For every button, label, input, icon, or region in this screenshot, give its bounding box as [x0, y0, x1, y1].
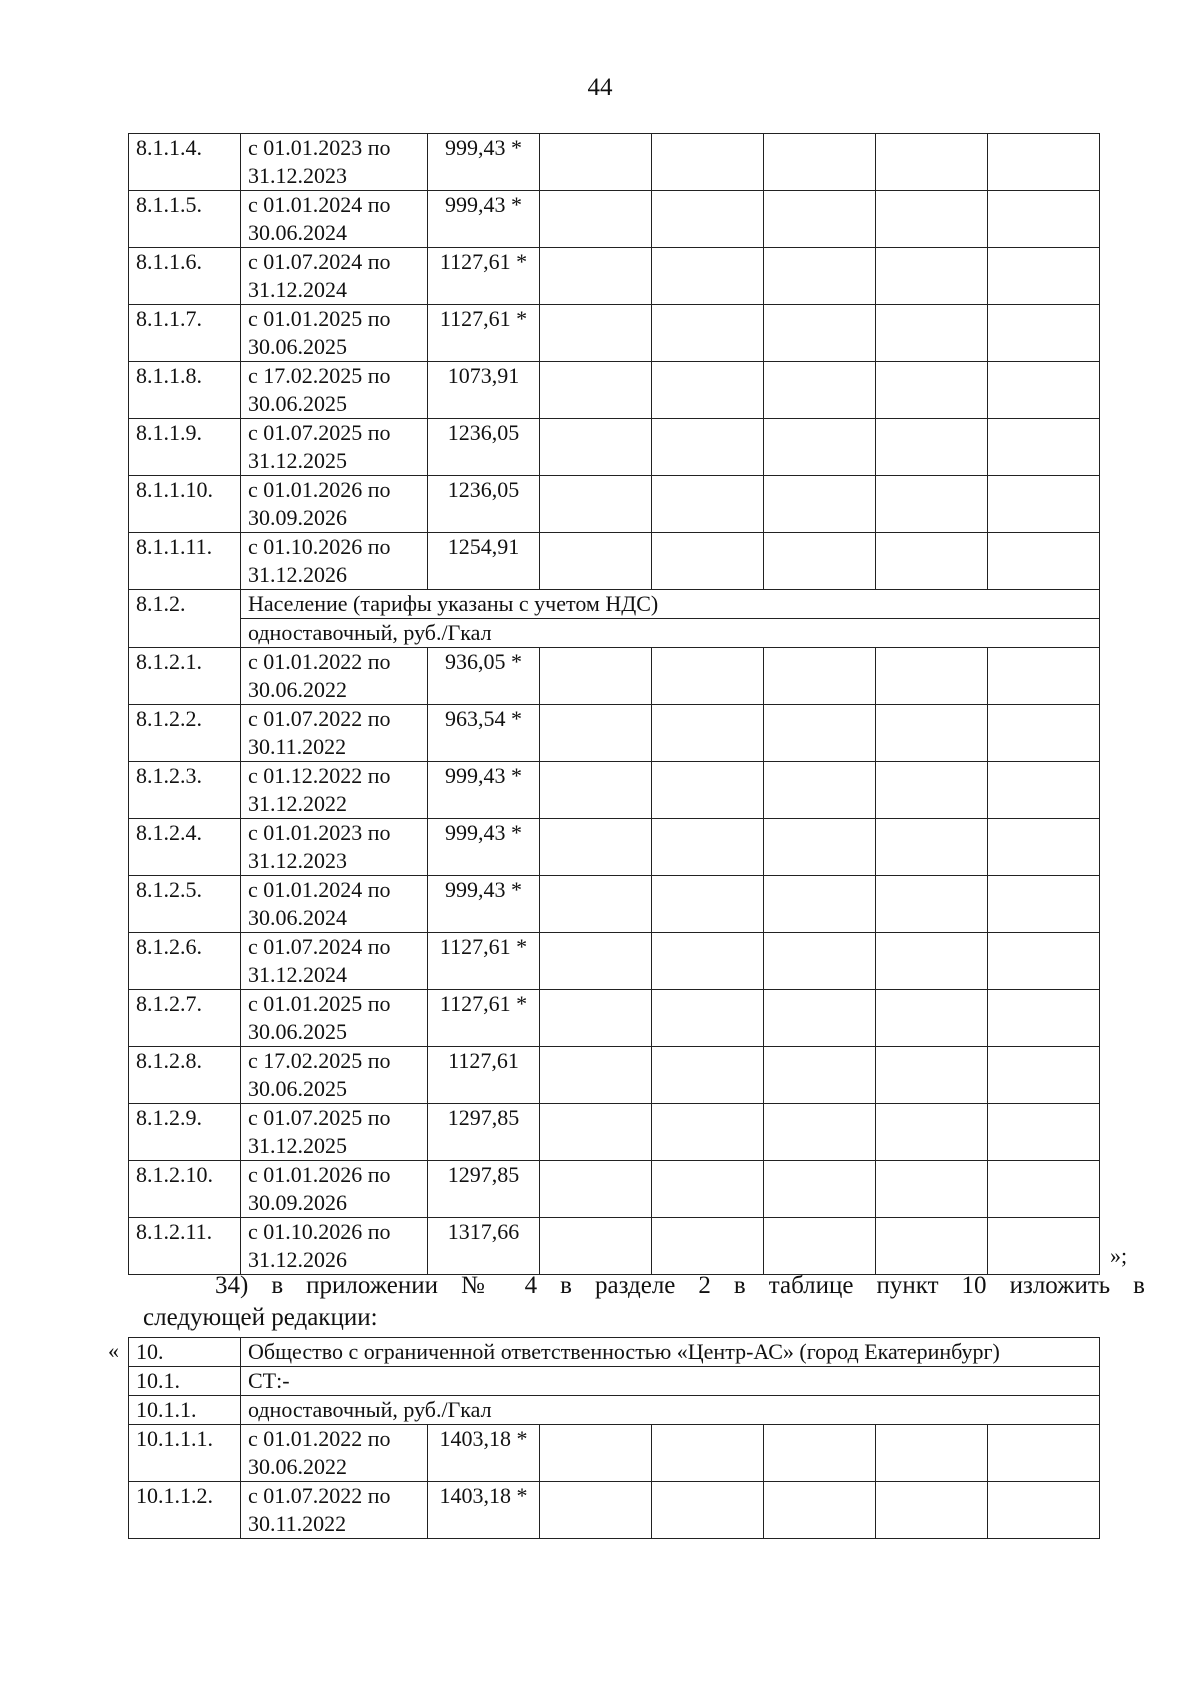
row-number: 10.1.	[129, 1367, 241, 1396]
row-price: 1127,61 *	[428, 933, 540, 990]
table-row	[129, 1218, 1100, 1275]
empty-cell	[764, 1425, 876, 1482]
row-period: с 01.07.2024 по 31.12.2024	[241, 933, 428, 990]
page-number: 44	[587, 74, 613, 101]
empty-cell	[652, 933, 764, 990]
empty-cell	[764, 1482, 876, 1539]
empty-cell	[764, 819, 876, 876]
row-number: 10.1.1.1.	[129, 1425, 241, 1482]
empty-cell	[540, 134, 652, 191]
row-period: с 17.02.2025 по 30.06.2025	[241, 1047, 428, 1104]
empty-cell	[876, 134, 988, 191]
empty-cell	[988, 476, 1100, 533]
section-title: Население (тарифы указаны с учетом НДС)	[241, 590, 1100, 619]
empty-cell	[988, 1218, 1100, 1275]
empty-cell	[876, 705, 988, 762]
row-price: 1403,18 *	[428, 1482, 540, 1539]
table-row	[129, 419, 1100, 476]
empty-cell	[652, 990, 764, 1047]
row-number: 8.1.1.9.	[129, 419, 241, 476]
row-period: с 01.12.2022 по 31.12.2022	[241, 762, 428, 819]
row-number: 8.1.2.4.	[129, 819, 241, 876]
empty-cell	[876, 1425, 988, 1482]
row-period: с 01.01.2025 по 30.06.2025	[241, 990, 428, 1047]
row-number: 8.1.2.8.	[129, 1047, 241, 1104]
empty-cell	[540, 248, 652, 305]
empty-cell	[540, 1425, 652, 1482]
empty-cell	[876, 1218, 988, 1275]
row-price: 1236,05	[428, 419, 540, 476]
empty-cell	[988, 933, 1100, 990]
row-number: 8.1.2.1.	[129, 648, 241, 705]
empty-cell	[652, 705, 764, 762]
empty-cell	[540, 762, 652, 819]
text-row	[129, 1396, 1100, 1425]
text-row	[129, 1338, 1100, 1367]
amendment-paragraph-line2: следующей редакции:	[143, 1304, 378, 1331]
table-row	[129, 933, 1100, 990]
empty-cell	[540, 1482, 652, 1539]
empty-cell	[540, 819, 652, 876]
row-price: 1127,61	[428, 1047, 540, 1104]
empty-cell	[764, 533, 876, 590]
section-subtitle-row	[129, 619, 1100, 648]
row-text: одноставочный, руб./Гкал	[241, 1396, 1100, 1425]
row-period: с 01.07.2025 по 31.12.2025	[241, 419, 428, 476]
empty-cell	[652, 305, 764, 362]
empty-cell	[988, 362, 1100, 419]
tariff-table	[128, 133, 1100, 1275]
empty-cell	[764, 1047, 876, 1104]
tariff-table-item-10	[128, 1337, 1100, 1539]
empty-cell	[876, 1047, 988, 1104]
empty-cell	[988, 705, 1100, 762]
empty-cell	[988, 819, 1100, 876]
empty-cell	[876, 305, 988, 362]
empty-cell	[988, 648, 1100, 705]
empty-cell	[540, 1047, 652, 1104]
row-price: 999,43 *	[428, 819, 540, 876]
row-period: с 01.07.2022 по 30.11.2022	[241, 1482, 428, 1539]
row-period: с 01.10.2026 по 31.12.2026	[241, 1218, 428, 1275]
table-row	[129, 191, 1100, 248]
table-row	[129, 248, 1100, 305]
empty-cell	[988, 305, 1100, 362]
row-number: 8.1.2.2.	[129, 705, 241, 762]
row-price: 1127,61 *	[428, 305, 540, 362]
row-period: с 01.01.2023 по 31.12.2023	[241, 134, 428, 191]
table-row	[129, 819, 1100, 876]
empty-cell	[876, 990, 988, 1047]
empty-cell	[988, 1047, 1100, 1104]
empty-cell	[876, 933, 988, 990]
empty-cell	[540, 933, 652, 990]
row-price: 936,05 *	[428, 648, 540, 705]
table-row	[129, 705, 1100, 762]
empty-cell	[652, 819, 764, 876]
empty-cell	[652, 876, 764, 933]
empty-cell	[540, 362, 652, 419]
empty-cell	[876, 1482, 988, 1539]
row-price: 1317,66	[428, 1218, 540, 1275]
empty-cell	[540, 191, 652, 248]
empty-cell	[540, 305, 652, 362]
row-period: с 17.02.2025 по 30.06.2025	[241, 362, 428, 419]
row-price: 999,43 *	[428, 876, 540, 933]
row-price: 999,43 *	[428, 762, 540, 819]
empty-cell	[652, 1161, 764, 1218]
empty-cell	[652, 248, 764, 305]
empty-cell	[988, 419, 1100, 476]
empty-cell	[540, 705, 652, 762]
table-row	[129, 134, 1100, 191]
row-number: 8.1.2.11.	[129, 1218, 241, 1275]
table-row	[129, 876, 1100, 933]
empty-cell	[652, 476, 764, 533]
empty-cell	[988, 134, 1100, 191]
section-row	[129, 590, 1100, 619]
row-number: 8.1.2.7.	[129, 990, 241, 1047]
empty-cell	[652, 1425, 764, 1482]
empty-cell	[652, 533, 764, 590]
empty-cell	[652, 191, 764, 248]
row-period: с 01.01.2026 по 30.09.2026	[241, 1161, 428, 1218]
row-number: 8.1.1.4.	[129, 134, 241, 191]
empty-cell	[764, 419, 876, 476]
empty-cell	[652, 419, 764, 476]
empty-cell	[876, 762, 988, 819]
empty-cell	[540, 876, 652, 933]
empty-cell	[876, 1161, 988, 1218]
closing-quote-mark: »;	[1110, 1243, 1128, 1268]
row-number: 8.1.2.10.	[129, 1161, 241, 1218]
row-price: 1236,05	[428, 476, 540, 533]
row-text: Общество с ограниченной ответственностью «Центр-АС» (город Екатеринбург)	[241, 1338, 1100, 1367]
table-row	[129, 1161, 1100, 1218]
table-row	[129, 1425, 1100, 1482]
table-row	[129, 1482, 1100, 1539]
empty-cell	[764, 648, 876, 705]
empty-cell	[764, 305, 876, 362]
table-row	[129, 1047, 1100, 1104]
empty-cell	[876, 876, 988, 933]
empty-cell	[652, 1482, 764, 1539]
empty-cell	[652, 1047, 764, 1104]
text-row	[129, 1367, 1100, 1396]
table-row	[129, 305, 1100, 362]
row-period: с 01.01.2022 по 30.06.2022	[241, 1425, 428, 1482]
empty-cell	[988, 762, 1100, 819]
empty-cell	[764, 1218, 876, 1275]
table-row	[129, 990, 1100, 1047]
empty-cell	[764, 990, 876, 1047]
row-price: 1403,18 *	[428, 1425, 540, 1482]
table-row	[129, 533, 1100, 590]
opening-quote-mark: «	[108, 1338, 119, 1363]
row-price: 1127,61 *	[428, 990, 540, 1047]
row-number: 10.1.1.	[129, 1396, 241, 1425]
row-period: с 01.01.2024 по 30.06.2024	[241, 876, 428, 933]
row-number: 8.1.1.6.	[129, 248, 241, 305]
row-price: 963,54 *	[428, 705, 540, 762]
section-subtitle: одноставочный, руб./Гкал	[241, 619, 1100, 648]
row-period: с 01.07.2025 по 31.12.2025	[241, 1104, 428, 1161]
empty-cell	[652, 134, 764, 191]
table-row	[129, 762, 1100, 819]
empty-cell	[540, 533, 652, 590]
row-number: 8.1.1.5.	[129, 191, 241, 248]
row-period: с 01.01.2023 по 31.12.2023	[241, 819, 428, 876]
row-number: 8.1.1.11.	[129, 533, 241, 590]
empty-cell	[876, 419, 988, 476]
empty-cell	[652, 762, 764, 819]
table-row	[129, 648, 1100, 705]
row-period: с 01.07.2024 по 31.12.2024	[241, 248, 428, 305]
empty-cell	[988, 1104, 1100, 1161]
empty-cell	[988, 248, 1100, 305]
row-number: 8.1.2.3.	[129, 762, 241, 819]
empty-cell	[876, 476, 988, 533]
row-number: 8.1.2.5.	[129, 876, 241, 933]
row-price: 1127,61 *	[428, 248, 540, 305]
empty-cell	[988, 191, 1100, 248]
empty-cell	[652, 1218, 764, 1275]
row-period: с 01.01.2022 по 30.06.2022	[241, 648, 428, 705]
empty-cell	[652, 1104, 764, 1161]
row-text: СТ:-	[241, 1367, 1100, 1396]
row-number: 8.1.2.	[129, 590, 241, 648]
empty-cell	[540, 419, 652, 476]
row-price: 1297,85	[428, 1161, 540, 1218]
empty-cell	[764, 705, 876, 762]
empty-cell	[764, 933, 876, 990]
empty-cell	[764, 762, 876, 819]
empty-cell	[764, 876, 876, 933]
empty-cell	[764, 191, 876, 248]
row-number: 8.1.2.6.	[129, 933, 241, 990]
empty-cell	[988, 1425, 1100, 1482]
empty-cell	[876, 191, 988, 248]
row-number: 10.1.1.2.	[129, 1482, 241, 1539]
row-price: 1073,91	[428, 362, 540, 419]
empty-cell	[540, 476, 652, 533]
empty-cell	[764, 362, 876, 419]
row-number: 8.1.1.7.	[129, 305, 241, 362]
empty-cell	[988, 533, 1100, 590]
row-period: с 01.10.2026 по 31.12.2026	[241, 533, 428, 590]
empty-cell	[764, 1104, 876, 1161]
row-price: 1297,85	[428, 1104, 540, 1161]
empty-cell	[876, 248, 988, 305]
row-number: 10.	[129, 1338, 241, 1367]
empty-cell	[876, 533, 988, 590]
row-period: с 01.01.2024 по 30.06.2024	[241, 191, 428, 248]
table-row	[129, 476, 1100, 533]
amendment-paragraph-line1: 34) в приложении № 4 в разделе 2 в таблице пункт 10 изложить в	[215, 1272, 1145, 1299]
table-row	[129, 1104, 1100, 1161]
empty-cell	[988, 990, 1100, 1047]
row-number: 8.1.1.10.	[129, 476, 241, 533]
table-row	[129, 362, 1100, 419]
empty-cell	[764, 1161, 876, 1218]
row-price: 999,43 *	[428, 191, 540, 248]
empty-cell	[876, 819, 988, 876]
empty-cell	[540, 990, 652, 1047]
empty-cell	[764, 476, 876, 533]
empty-cell	[876, 362, 988, 419]
empty-cell	[652, 362, 764, 419]
row-price: 1254,91	[428, 533, 540, 590]
empty-cell	[764, 134, 876, 191]
row-number: 8.1.1.8.	[129, 362, 241, 419]
empty-cell	[988, 876, 1100, 933]
empty-cell	[540, 1161, 652, 1218]
row-period: с 01.07.2022 по 30.11.2022	[241, 705, 428, 762]
empty-cell	[652, 648, 764, 705]
empty-cell	[876, 648, 988, 705]
row-number: 8.1.2.9.	[129, 1104, 241, 1161]
row-period: с 01.01.2026 по 30.09.2026	[241, 476, 428, 533]
empty-cell	[540, 1104, 652, 1161]
empty-cell	[764, 248, 876, 305]
empty-cell	[988, 1161, 1100, 1218]
empty-cell	[876, 1104, 988, 1161]
row-price: 999,43 *	[428, 134, 540, 191]
row-period: с 01.01.2025 по 30.06.2025	[241, 305, 428, 362]
empty-cell	[988, 1482, 1100, 1539]
empty-cell	[540, 1218, 652, 1275]
empty-cell	[540, 648, 652, 705]
